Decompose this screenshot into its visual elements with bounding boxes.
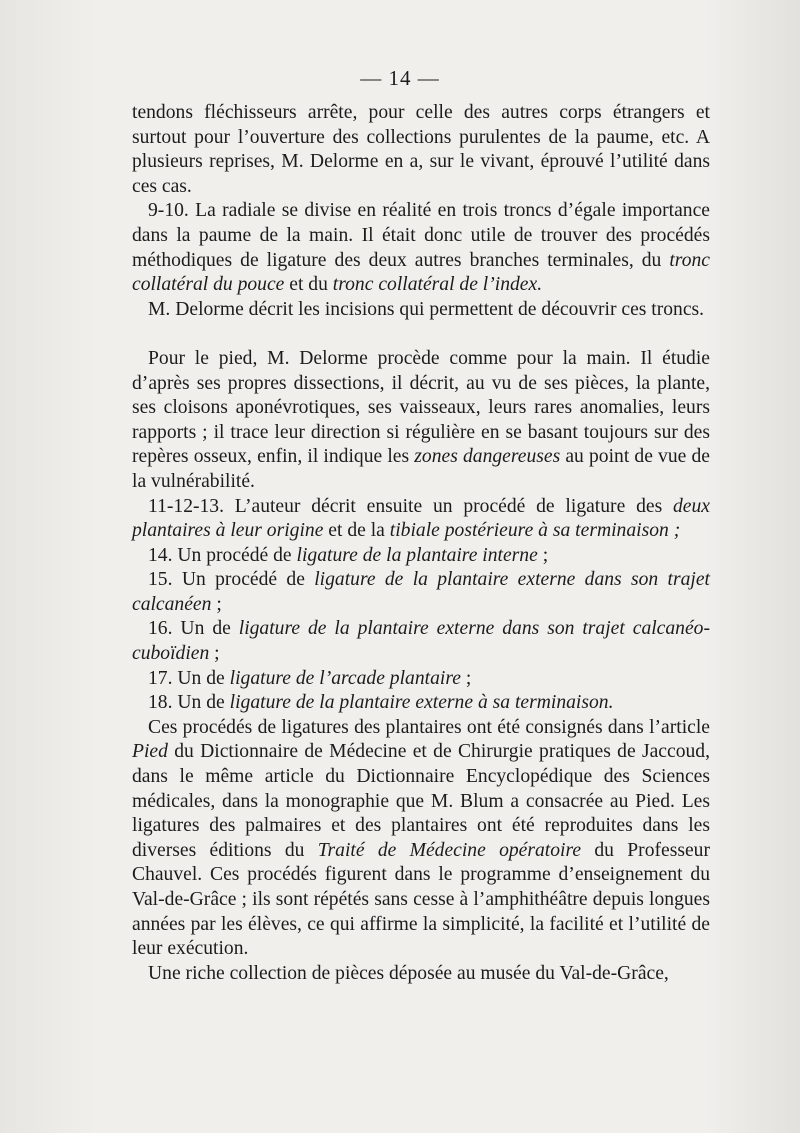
paragraph-radiale <box>132 199 710 297</box>
text-run: ; <box>537 544 549 566</box>
italic-text: tibiale postérieure à sa terminaison ; <box>389 520 681 542</box>
text-run: Une riche collection de pièces déposée au musée du Val-de-Grâce, <box>148 962 669 984</box>
page-number: — 14 — <box>360 66 440 90</box>
text-run: 17. Un de <box>148 667 230 689</box>
italic-text: ligature de la plantaire interne <box>296 544 538 566</box>
paragraph-item-16 <box>132 617 710 666</box>
paragraph-publications <box>132 716 710 962</box>
paragraph-collection <box>132 962 710 987</box>
italic-text: tronc collatéral du pouce <box>132 249 710 296</box>
text-run: 11-12-13. L’auteur décrit ensuite un procédé de ligature des <box>148 495 673 517</box>
italic-text: tronc collatéral de l’index. <box>332 274 543 296</box>
text-run: 14. Un procédé de <box>148 544 297 566</box>
italic-text: ligature de la plantaire externe dans son trajet calcanéen <box>132 569 710 615</box>
text-run: et du <box>284 274 333 296</box>
italic-text: deux plantaires à leur origine <box>132 495 710 542</box>
italic-text: ligature de la plantaire externe dans son trajet calcanéo-cuboïdien <box>132 618 710 665</box>
paragraph-pied <box>132 347 710 495</box>
text-run: M. Delorme décrit les incisions qui permettent de découvrir ces troncs. <box>148 298 705 320</box>
text-run: 9-10. La radiale se divise en réalité en trois troncs d’égale importance dans la paume de la main. Il était donc utile de trouver des procédés méthodiques de ligature des deux autres branches terminales, du <box>132 200 710 271</box>
text-run: ; <box>211 593 222 615</box>
italic-text: Pied <box>132 741 168 763</box>
paragraph-item-17 <box>132 667 710 692</box>
italic-text: ligature de la plantaire externe à sa terminaison. <box>229 692 614 714</box>
text-run: et de la <box>323 520 390 542</box>
text-run: 16. Un de <box>148 618 239 640</box>
paragraph-incisions <box>132 298 710 323</box>
italic-text: zones dangereuses <box>414 446 561 468</box>
text-run: tendons fléchisseurs arrête, pour celle des autres corps étrangers et surtout pour l’ouverture des collections purulentes de la paume, etc. A plusieurs reprises, M. Delorme en a, sur le vivant, éprouvé l’utilité dans ces cas. <box>132 102 710 197</box>
text-run: ; <box>460 667 472 689</box>
text-run: Ces procédés de ligatures des plantaires ont été consignés dans l’article <box>148 716 710 738</box>
text-run: 18. Un de <box>148 692 230 714</box>
italic-text: ligature de l’arcade plantaire <box>229 667 461 689</box>
body-text <box>132 101 710 986</box>
text-run: du Dictionnaire de Médecine et de Chirurgie pratiques de Jaccoud, dans le même article du Dictionnaire Encyclopédique des Sciences médicales, dans la monographie que M. Blum a consacrée au Pied. Les ligatures des palmaires et des plantaires ont été reproduites dans les diverses éditions du <box>132 741 710 861</box>
paragraph-item-18 <box>132 691 710 716</box>
paragraph-tendons <box>132 101 710 199</box>
italic-text: Traité de Médecine opératoire <box>317 839 582 861</box>
text-run: Pour le pied, M. Delorme procède comme pour la main. Il étudie d’après ses propres dissections, il décrit, au vu de ses pièces, la plante, ses cloisons aponévrotiques, ses vaisseaux, leurs rares anomalies, leurs rapports ; il trace leur direction si régulière en se basant toujours sur des repères osseux, enfin, il indique les <box>132 347 710 468</box>
text-run: 15. Un procédé de <box>148 569 315 591</box>
paragraph-item-11-13 <box>132 495 710 544</box>
paragraph-item-15 <box>132 568 710 617</box>
paragraph-item-14 <box>132 544 710 569</box>
text-run: au point de vue de la vulnérabilité. <box>132 446 710 492</box>
text-run: ; <box>209 643 220 665</box>
text-run: du Professeur Chauvel. Ces procédés figurent dans le programme d’enseignement du Val-de-Grâce ; ils sont répétés sans cesse à l’amphithéâtre depuis longues années par les élèves, ce qui affirme la simplicité, la facilité et l’utilité de leur exécution. <box>132 839 710 960</box>
